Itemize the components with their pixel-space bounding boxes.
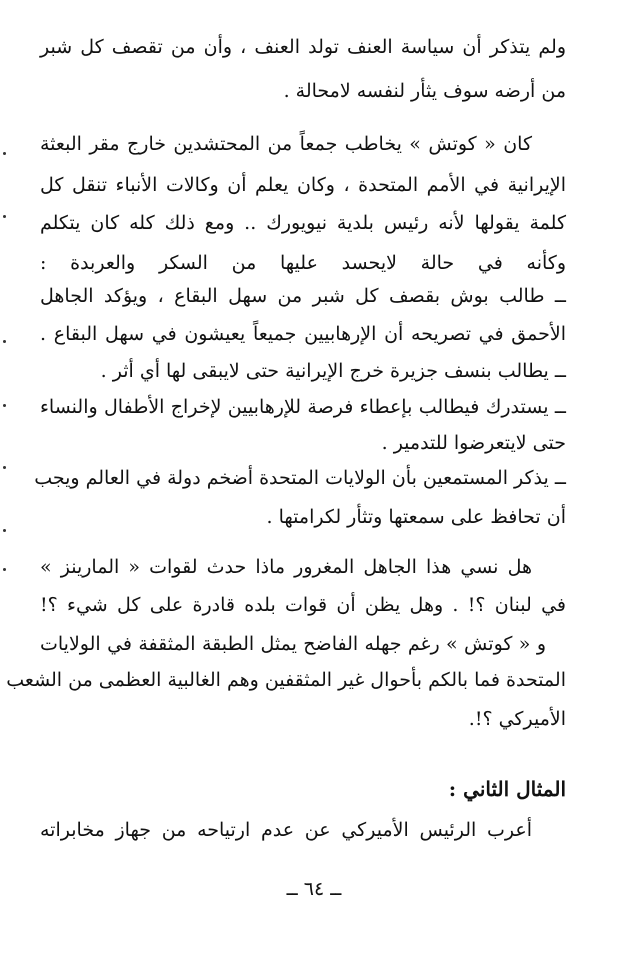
text-line: كلمة يقولها لأنه رئيس بلدية نيويورك .. ومع ذلك كله كان يتكلم xyxy=(40,212,566,234)
text-line: وكأنه في حالة لايحسد عليها من السكر والعربدة : xyxy=(40,252,566,274)
margin-mark xyxy=(3,404,6,407)
text-line: في لبنان ؟! . وهل يظن أن قوات بلده قادرة على كل شيء ؟! xyxy=(40,594,566,616)
text-line: ــ يطالب بنسف جزيرة خرج الإيرانية حتى لايبقى لها أي أثر . xyxy=(100,360,566,382)
text-line: ــ يستدرك فيطالب بإعطاء فرصة للإرهابيين لإخراج الأطفال والنساء xyxy=(40,396,566,418)
text-line: المتحدة فما بالكم بأحوال غير المثقفين وهم الغالبية العظمى من الشعب xyxy=(6,669,566,691)
text-line: ولم يتذكر أن سياسة العنف تولد العنف ، وأن من تقصف كل شبر xyxy=(40,36,566,58)
text-line: ــ طالب بوش بقصف كل شبر من سهل البقاع ، ويؤكد الجاهل xyxy=(40,285,566,307)
margin-mark xyxy=(3,152,6,155)
text-line: حتى لايتعرضوا للتدمير . xyxy=(381,432,566,454)
text-line: هل نسي هذا الجاهل المغرور ماذا حدث لقوات « المارينز » xyxy=(40,556,532,578)
text-line: الأحمق في تصريحه أن الإرهابيين جميعاً يعيشون في سهل البقاع . xyxy=(40,323,566,345)
margin-mark xyxy=(3,466,6,469)
page-number: ــ ٦٤ ــ xyxy=(286,878,342,900)
text-line: الإيرانية في الأمم المتحدة ، وكان يعلم أن وكالات الأنباء تنقل كل xyxy=(40,174,566,196)
text-line: كان « كوتش » يخاطب جمعاً من المحتشدين خارج مقر البعثة xyxy=(40,133,532,155)
text-line: أعرب الرئيس الأميركي عن عدم ارتياحه من جهاز مخابراته xyxy=(40,819,532,841)
margin-mark xyxy=(3,529,6,532)
text-line: ــ يذكر المستمعين بأن الولايات المتحدة أضخم دولة في العالم ويجب xyxy=(34,467,566,489)
margin-mark xyxy=(3,568,6,571)
text-line: أن تحافظ على سمعتها وتثأر لكرامتها . xyxy=(266,506,566,528)
section-heading: المثال الثاني : xyxy=(448,777,566,801)
text-line: من أرضه سوف يثأر لنفسه لامحالة . xyxy=(283,80,566,102)
text-line: الأميركي ؟!. xyxy=(468,708,566,730)
text-line: و « كوتش » رغم جهله الفاضح يمثل الطبقة المثقفة في الولايات xyxy=(40,633,546,655)
margin-mark xyxy=(3,215,6,218)
margin-mark xyxy=(3,340,6,343)
